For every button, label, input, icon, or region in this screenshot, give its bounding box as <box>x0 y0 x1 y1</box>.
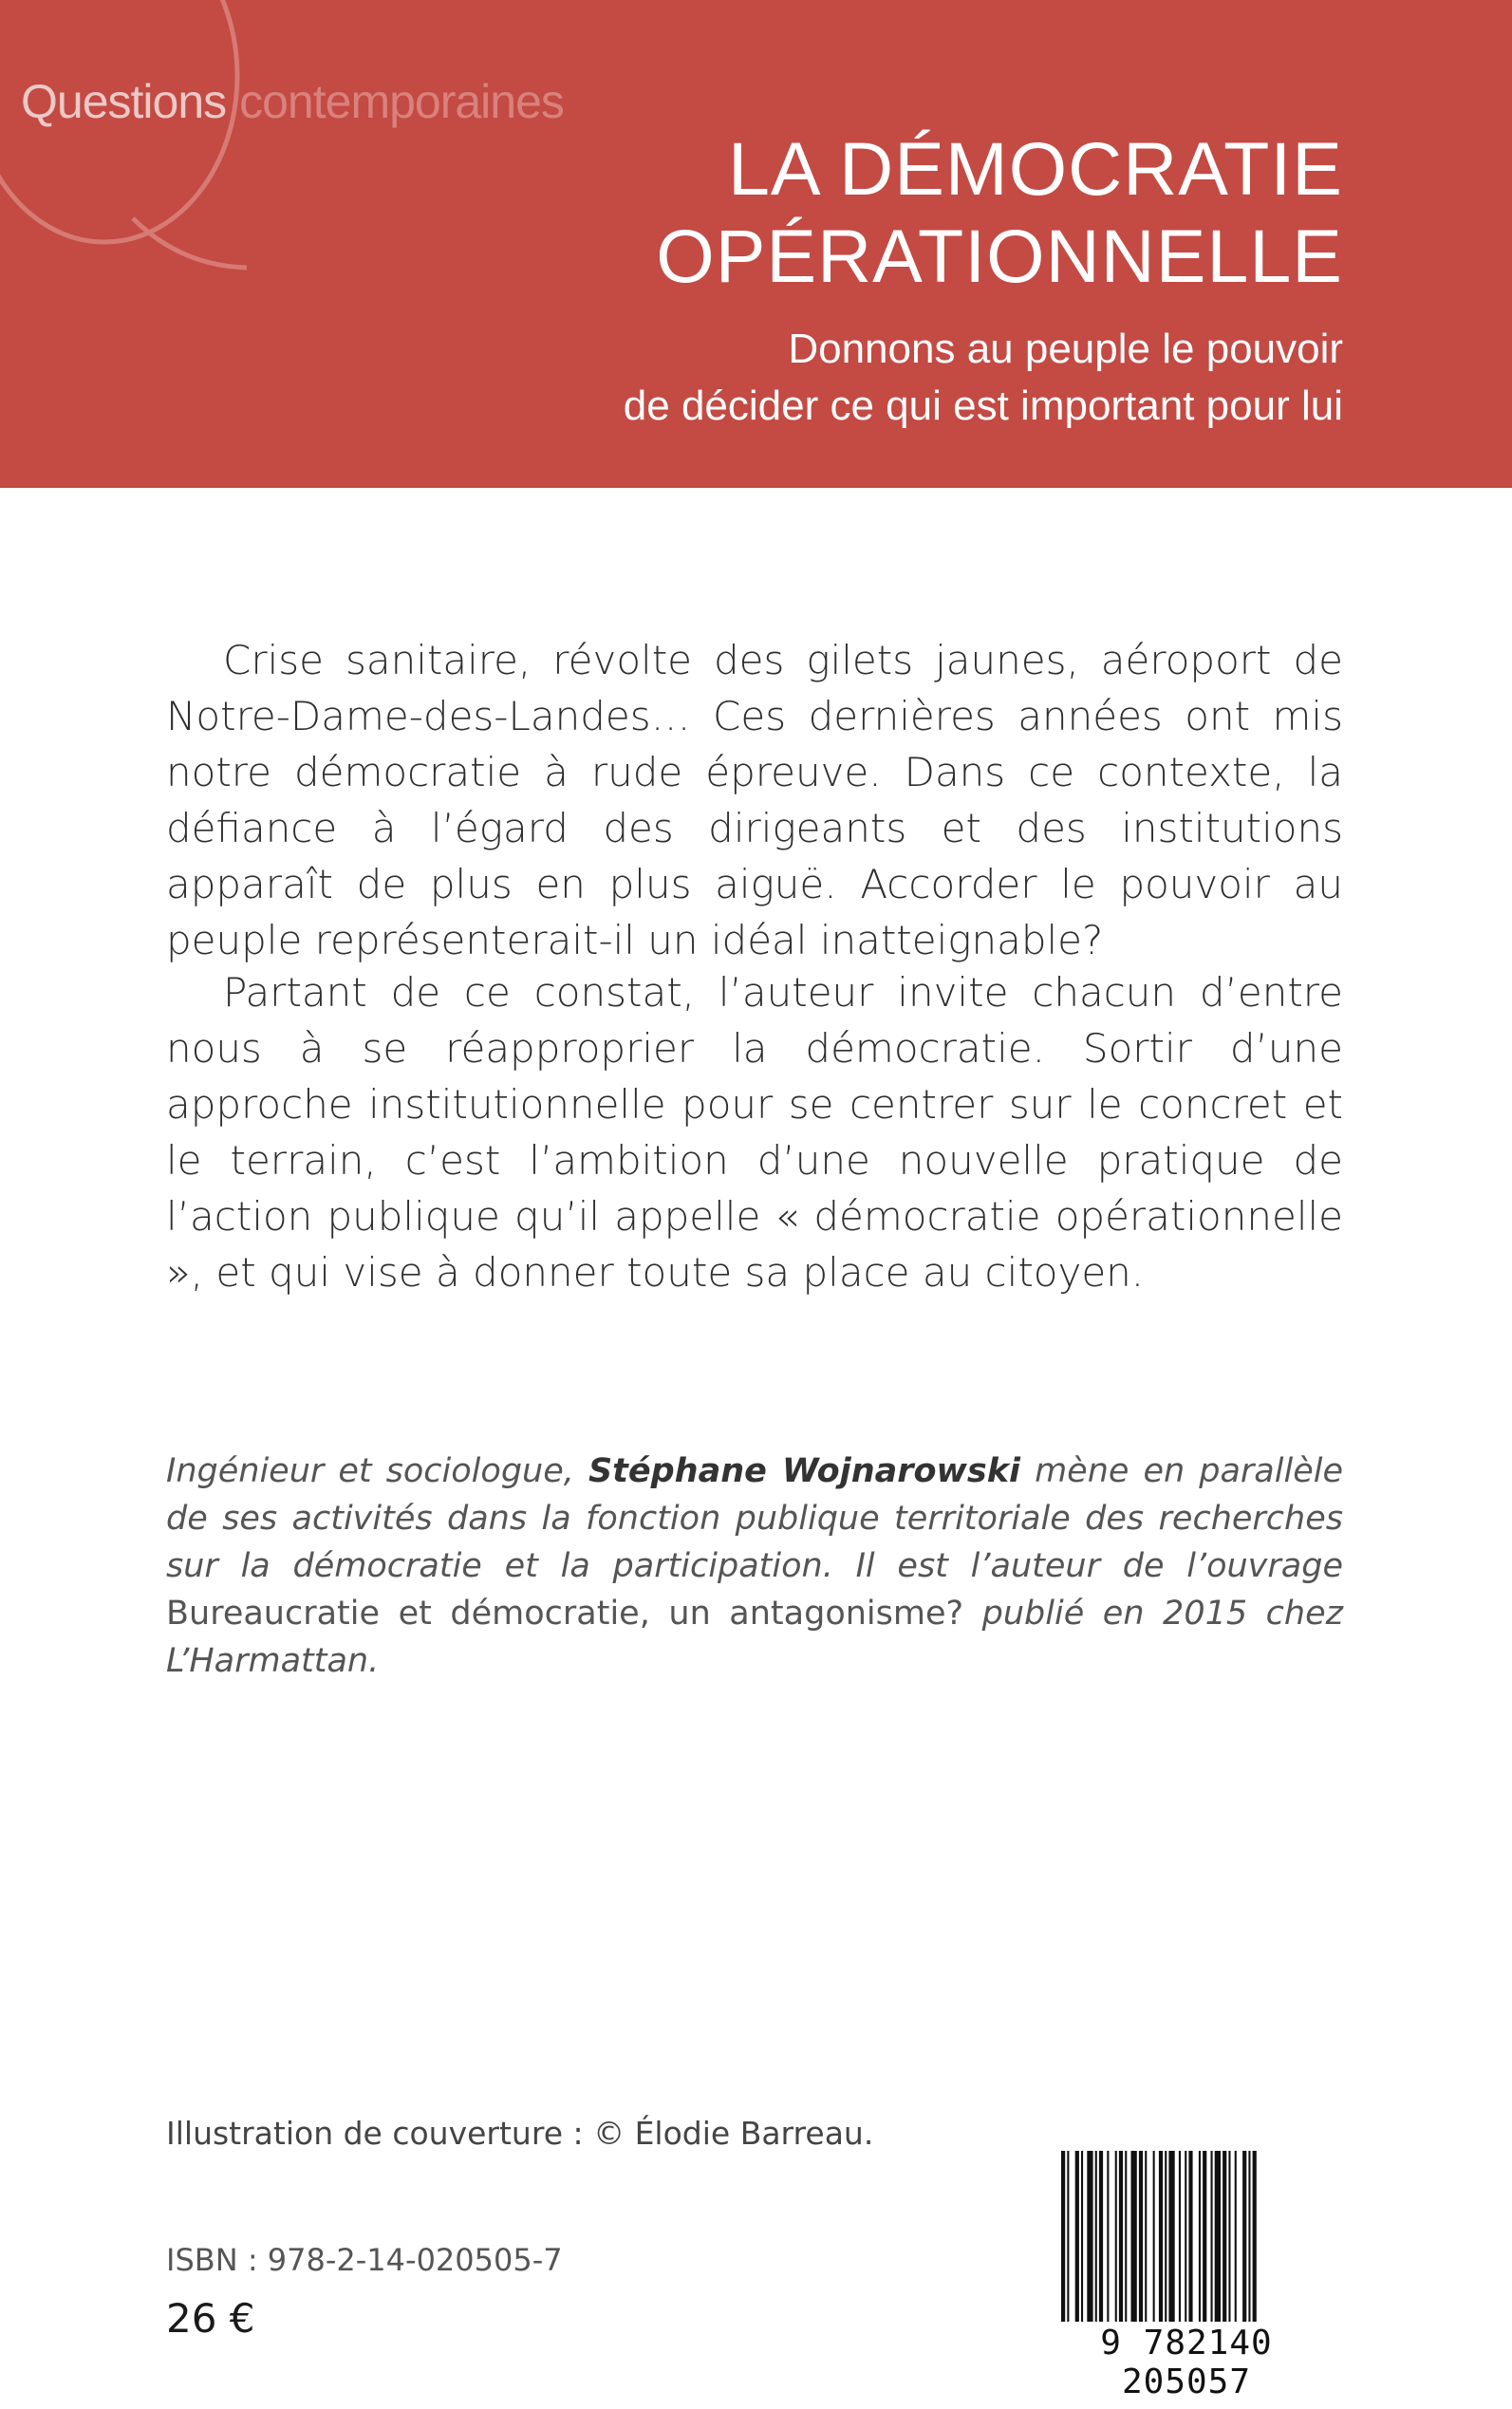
barcode-bar <box>1248 2151 1250 2322</box>
barcode-bar <box>1099 2151 1103 2322</box>
book-subtitle-line2: de décider ce qui est important pour lui <box>623 383 1343 429</box>
barcode-bar <box>1125 2151 1127 2322</box>
barcode-bars <box>1061 2151 1312 2322</box>
author-bio <box>166 1447 1343 1685</box>
barcode-bar <box>1061 2151 1065 2322</box>
book-subtitle-line1: Donnons au peuple le pouvoir <box>788 326 1343 372</box>
barcode-bar <box>1242 2151 1246 2322</box>
barcode-bar <box>1081 2151 1083 2322</box>
barcode-bar <box>1095 2151 1097 2322</box>
barcode-bar <box>1253 2151 1257 2322</box>
barcode-bar <box>1153 2151 1155 2322</box>
book-title-line1: LA DÉMOCRATIE <box>727 126 1343 211</box>
q-letter-watermark <box>0 0 275 313</box>
price-label: 26 € <box>166 2295 255 2342</box>
barcode-bar <box>1139 2151 1143 2322</box>
bio-book-title: Bureaucratie et démocratie, un antagonisme? <box>166 1595 964 1633</box>
book-subtitle <box>624 321 1343 435</box>
barcode-bar <box>1168 2151 1174 2322</box>
barcode-bar <box>1203 2151 1206 2322</box>
barcode <box>1035 2145 1338 2401</box>
barcode-bar <box>1215 2151 1221 2322</box>
bio-text-part2: mène en parallèle de ses activités dans la fonction publique territoriale des recherches sur la démocratie et la participation. Il est l’auteur de l’ouvrage <box>166 1452 1343 1585</box>
barcode-bar <box>1107 2151 1109 2322</box>
series-word-questions: Questions <box>21 75 227 128</box>
barcode-bar <box>1131 2151 1137 2322</box>
barcode-bar <box>1223 2151 1226 2322</box>
series-word-contemporaines: contemporaines <box>239 75 564 128</box>
barcode-bar <box>1211 2151 1213 2322</box>
illustration-credit: Illustration de couverture : © Élodie Barreau. <box>166 2115 874 2152</box>
barcode-bar <box>1087 2151 1092 2322</box>
author-name: Stéphane Wojnarowski <box>588 1452 1020 1490</box>
barcode-bar <box>1159 2151 1163 2322</box>
barcode-bar <box>1145 2151 1147 2322</box>
barcode-bar <box>1165 2151 1167 2322</box>
barcode-bar <box>1179 2151 1181 2322</box>
blurb-paragraph-1: Crise sanitaire, révolte des gilets jaunes, aéroport de Notre-Dame-des-Landes… Ces dernières années ont mis notre démocratie à rude épreuve. Dans ce contexte, la défiance à l’égard des dirigeants et des institutions apparaît de plus en plus aiguë. Accorder le pouvoir au peuple représenterait-il un idéal inatteignable? <box>166 637 1343 963</box>
barcode-bar <box>1228 2151 1230 2322</box>
blurb-paragraph-2: Partant de ce constat, l’auteur invite chacun d’entre nous à se réapproprier la démocratie. Sortir d’une approche institutionnelle pour se centrer sur le concret et le terrain, c’est l’ambition d’une nouvelle pratique de l’action publique qu’il appelle « démocratie opérationnelle », et qui vise à donner toute sa place au citoyen. <box>166 969 1343 1296</box>
series-name <box>21 74 564 129</box>
bio-text-part1: Ingénieur et sociologue, <box>166 1452 588 1490</box>
barcode-bar <box>1115 2151 1117 2322</box>
bio-text-part3: publié en 2015 chez L’Harmattan. <box>166 1595 1344 1680</box>
isbn-number: ISBN : 978-2-14-020505-7 <box>166 2242 563 2278</box>
barcode-bar <box>1188 2151 1192 2322</box>
barcode-bar <box>1185 2151 1186 2322</box>
barcode-digits: 9 782140 205057 <box>1100 2324 1273 2401</box>
barcode-bar <box>1075 2151 1079 2322</box>
barcode-bar <box>1199 2151 1201 2322</box>
book-title <box>656 125 1343 300</box>
barcode-bar <box>1119 2151 1123 2322</box>
barcode-bar <box>1067 2151 1069 2322</box>
barcode-bar <box>1235 2151 1237 2322</box>
cover-header-band <box>0 0 1512 488</box>
book-title-line2: OPÉRATIONNELLE <box>656 214 1343 298</box>
